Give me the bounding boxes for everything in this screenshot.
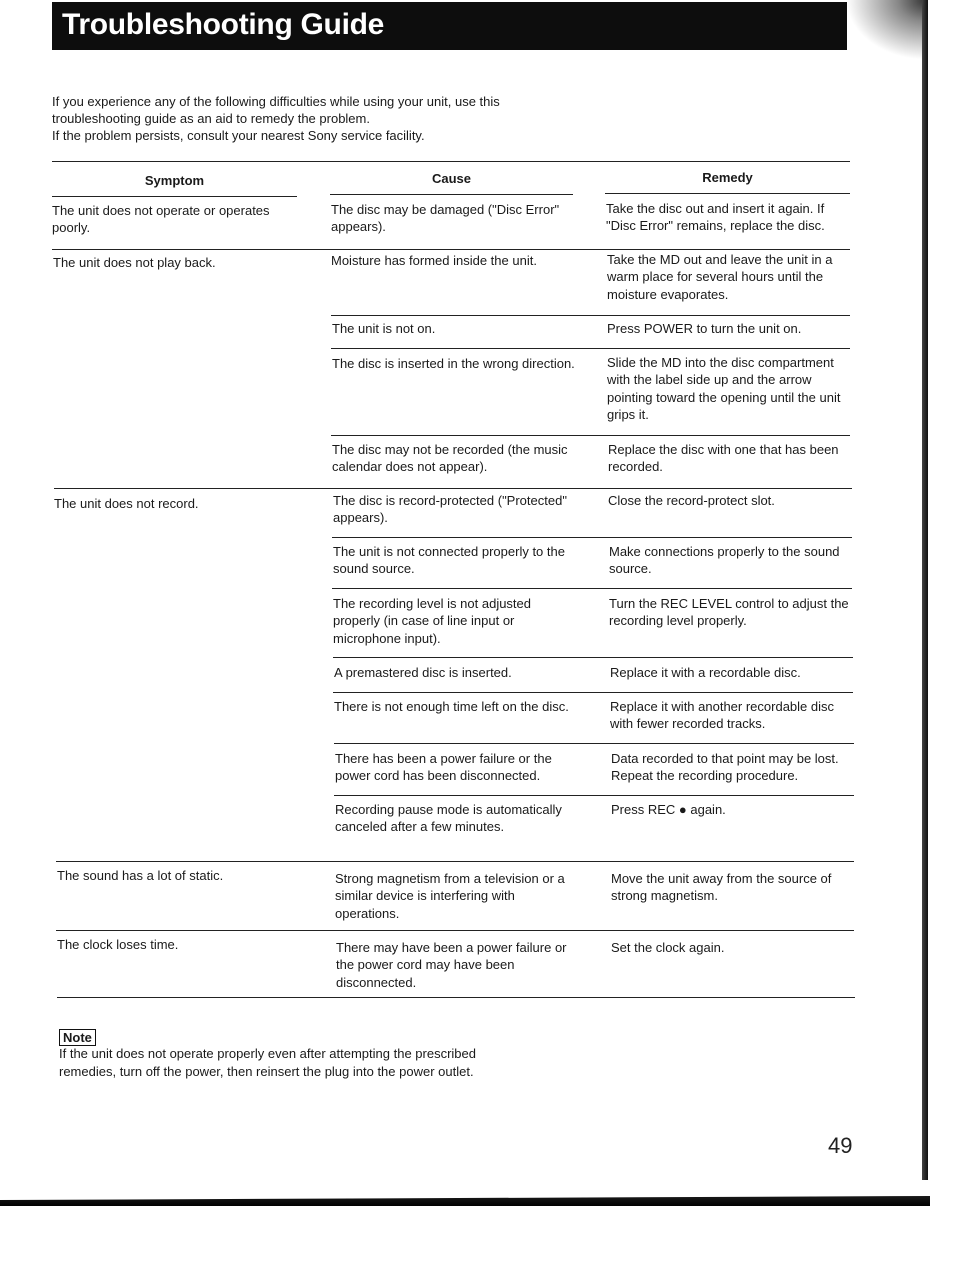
intro-line: If the problem persists, consult your nearest Sony service facility. xyxy=(52,128,425,143)
remedy-cell: Make connections properly to the sound source. xyxy=(609,544,840,577)
remedy-cell: Take the MD out and leave the unit in a warm place for several hours until the moisture evaporates. xyxy=(607,252,833,302)
cause-cell: The disc may not be recorded (the music calendar does not appear). xyxy=(332,442,568,475)
divider xyxy=(334,743,854,744)
divider xyxy=(333,657,853,658)
divider xyxy=(52,249,850,250)
divider xyxy=(331,348,850,349)
remedy-cell: Take the disc out and insert it again. If "Disc Error" remains, replace the disc. xyxy=(606,201,825,234)
intro-paragraph xyxy=(52,93,572,144)
page-bottom-edge xyxy=(0,1196,930,1206)
title-bar xyxy=(52,2,847,50)
symptom-cell: The unit does not play back. xyxy=(53,255,216,270)
table-top-rule xyxy=(52,161,850,162)
divider xyxy=(56,930,854,931)
divider xyxy=(52,196,297,197)
remedy-cell: Press REC ● again. xyxy=(611,802,726,817)
remedy-cell: Press POWER to turn the unit on. xyxy=(607,321,802,336)
remedy-cell: Replace the disc with one that has been recorded. xyxy=(608,442,839,475)
symptom-cell: The unit does not operate or operates poorly. xyxy=(52,203,270,236)
page-number: 49 xyxy=(828,1133,853,1158)
divider xyxy=(334,795,854,796)
column-header-cause: Cause xyxy=(431,171,472,186)
note-line: remedies, turn off the power, then reinsert the plug into the power outlet. xyxy=(59,1063,474,1079)
cause-cell: The disc is inserted in the wrong direction. xyxy=(332,356,575,371)
remedy-cell: Slide the MD into the disc compartment with the label side up and the arrow pointing toward the opening until the unit grips it. xyxy=(607,355,841,423)
cause-cell: The unit is not connected properly to the sound source. xyxy=(333,544,565,577)
remedy-cell: Move the unit away from the source of strong magnetism. xyxy=(611,871,832,904)
cause-cell: Moisture has formed inside the unit. xyxy=(331,253,537,268)
cause-cell: There may have been a power failure or the power cord may have been disconnected. xyxy=(336,940,567,990)
note-text xyxy=(59,1045,539,1080)
divider xyxy=(54,488,852,489)
cause-cell: Recording pause mode is automatically canceled after a few minutes. xyxy=(335,802,562,835)
remedy-cell: Replace it with another recordable disc with fewer recorded tracks. xyxy=(610,699,835,732)
divider xyxy=(331,315,850,316)
note-label: Note xyxy=(59,1029,96,1046)
column-header-remedy: Remedy xyxy=(702,170,753,185)
cause-cell: There has been a power failure or the power cord has been disconnected. xyxy=(335,751,552,784)
symptom-cell: The unit does not record. xyxy=(54,496,199,511)
intro-line: If you experience any of the following difficulties while using your unit, use this xyxy=(52,94,500,109)
divider xyxy=(330,194,573,195)
divider xyxy=(605,193,850,194)
remedy-cell: Close the record-protect slot. xyxy=(608,493,775,508)
remedy-cell: Data recorded to that point may be lost. Repeat the recording procedure. xyxy=(611,751,839,784)
divider xyxy=(331,435,850,436)
cause-cell: A premastered disc is inserted. xyxy=(334,665,512,680)
column-header-symptom: Symptom xyxy=(144,173,205,188)
page-edge xyxy=(922,0,928,1180)
cause-cell: There is not enough time left on the disc. xyxy=(334,699,569,714)
remedy-cell: Turn the REC LEVEL control to adjust the recording level properly. xyxy=(609,596,849,629)
note-line: If the unit does not operate properly even after attempting the prescribed xyxy=(59,1046,476,1061)
symptom-cell: The sound has a lot of static. xyxy=(57,868,224,883)
page-edge-shadow xyxy=(846,0,926,60)
divider xyxy=(332,537,852,538)
divider xyxy=(333,692,853,693)
divider xyxy=(56,861,854,862)
cause-cell: The unit is not on. xyxy=(332,321,436,336)
cause-cell: The disc may be damaged ("Disc Error" appears). xyxy=(331,202,560,235)
page-title: Troubleshooting Guide xyxy=(62,8,385,41)
table-bottom-rule xyxy=(57,997,855,998)
cause-cell: Strong magnetism from a television or a similar device is interfering with operations. xyxy=(335,871,565,921)
cause-cell: The disc is record-protected ("Protected" appears). xyxy=(333,493,567,526)
remedy-cell: Replace it with a recordable disc. xyxy=(610,665,801,680)
intro-line: troubleshooting guide as an aid to remedy the problem. xyxy=(52,111,370,126)
remedy-cell: Set the clock again. xyxy=(611,940,725,955)
symptom-cell: The clock loses time. xyxy=(57,937,179,952)
divider xyxy=(332,588,852,589)
cause-cell: The recording level is not adjusted properly (in case of line input or microphone input). xyxy=(333,596,532,646)
